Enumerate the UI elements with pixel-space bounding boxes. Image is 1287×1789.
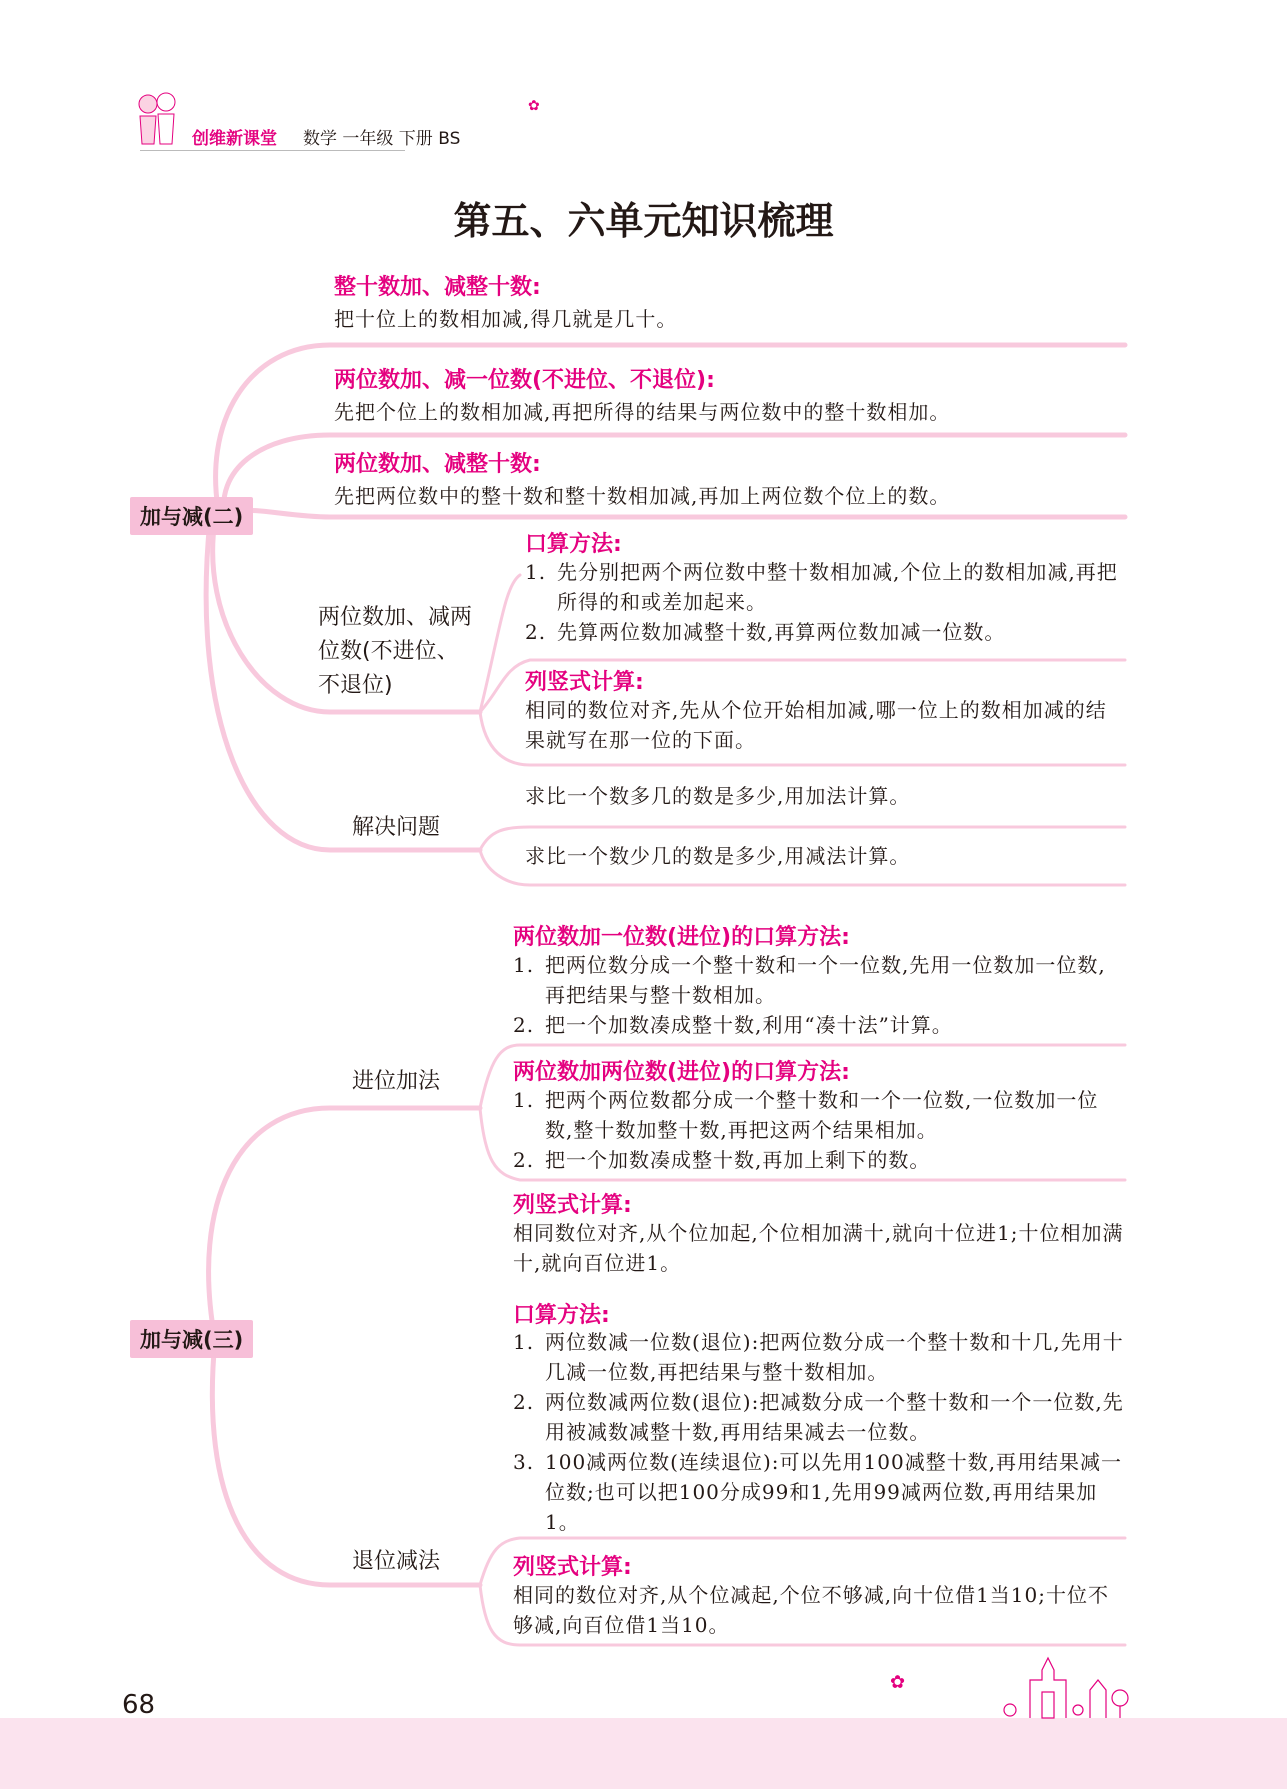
- unit1-n5-item-2: 求比一个数少几的数是多少,用减法计算。: [525, 844, 911, 868]
- unit2-borrow-label: 退位减法: [352, 1549, 441, 1574]
- list-item: 1. 把两位数分成一个整十数和一个一位数,先用一位数加一位数,再把结果与整十数相加。: [513, 953, 1106, 1007]
- header-mascot-icon: [130, 88, 182, 150]
- list-item: 1. 把两个两位数都分成一个整十数和一个一位数,一位数加一位数,整十数加整十数,再把这两个结果相加。: [513, 1088, 1099, 1142]
- list-item: 2. 两位数减两位数(退位):把减数分成一个整十数和一个一位数,先用被减数减整十数,再用结果减去一位数。: [513, 1390, 1124, 1444]
- topic-unit-5: 加与减(二): [130, 497, 253, 535]
- unit2-borrow-list: [513, 1327, 1125, 1537]
- unit2-carry-h1: 两位数加一位数(进位)的口算方法:: [513, 925, 850, 950]
- page-title: 第五、六单元知识梳理: [453, 199, 834, 243]
- header-subject: 数学 一年级 下册 BS: [303, 129, 461, 149]
- unit1-n1-heading: 整十数加、减整十数:: [334, 275, 541, 300]
- unit1-n4-oral-heading: 口算方法:: [525, 532, 622, 557]
- footer-band: [0, 1718, 1287, 1789]
- unit1-n5-label: 解决问题: [352, 815, 441, 840]
- sparkle-icon: ✿: [528, 98, 540, 114]
- unit2-carry-label: 进位加法: [352, 1069, 441, 1094]
- list-item: 3. 100减两位数(连续退位):可以先用100减整十数,再用结果减一位数;也可以把100分成99和1,先用99减两位数,再用结果加1。: [513, 1450, 1123, 1534]
- list-item: 2. 先算两位数加减整十数,再算两位数加减一位数。: [525, 620, 1006, 644]
- unit1-n4-oral-list: [525, 557, 1125, 647]
- unit2-carry-list-1: [513, 950, 1125, 1040]
- unit1-n2-heading: 两位数加、减一位数(不进位、不退位):: [334, 368, 715, 393]
- flower-icon: ✿: [890, 1672, 906, 1693]
- list-item: 1. 先分别把两个两位数中整十数相加减,个位上的数相加减,再把所得的和或差加起来。: [525, 560, 1118, 614]
- unit2-borrow-h2: 列竖式计算:: [513, 1555, 632, 1580]
- header-divider: [140, 150, 405, 151]
- unit1-n2-text: 先把个位上的数相加减,再把所得的结果与两位数中的整十数相加。: [334, 400, 951, 424]
- page-number: 68: [122, 1690, 156, 1720]
- unit2-carry-list-2: [513, 1085, 1125, 1175]
- unit1-n4-vertical-heading: 列竖式计算:: [525, 670, 644, 695]
- topic-unit-6: 加与减(三): [130, 1320, 253, 1358]
- unit1-n1-text: 把十位上的数相加减,得几就是几十。: [334, 307, 678, 331]
- unit1-n3-text: 先把两位数中的整十数和整十数相加减,再加上两位数个位上的数。: [334, 484, 951, 508]
- unit2-carry-h2: 两位数加两位数(进位)的口算方法:: [513, 1060, 850, 1085]
- unit1-n4-vertical-text: 相同的数位对齐,先从个位开始相加减,哪一位上的数相加减的结果就写在那一位的下面。: [525, 698, 1107, 752]
- unit2-carry-text3: 相同数位对齐,从个位加起,个位相加满十,就向十位进1;十位相加满十,就向百位进1。: [513, 1221, 1124, 1275]
- unit2-borrow-h1: 口算方法:: [513, 1303, 610, 1328]
- header-brand: 创维新课堂: [192, 129, 277, 149]
- unit2-carry-h3: 列竖式计算:: [513, 1193, 632, 1218]
- list-item: 2. 把一个加数凑成整十数,再加上剩下的数。: [513, 1148, 931, 1172]
- castle-icon: [990, 1650, 1160, 1720]
- list-item: 1. 两位数减一位数(退位):把两位数分成一个整十数和十几,先用十几减一位数,再把结果与整十数相加。: [513, 1330, 1124, 1384]
- unit2-borrow-text2: 相同的数位对齐,从个位减起,个位不够减,向十位借1当10;十位不够减,向百位借1当10。: [513, 1583, 1109, 1637]
- unit1-n5-item-1: 求比一个数多几的数是多少,用加法计算。: [525, 784, 911, 808]
- unit1-n4-label: 两位数加、减两 位数(不进位、 不退位): [318, 605, 473, 698]
- list-item: 2. 把一个加数凑成整十数,利用“凑十法”计算。: [513, 1013, 953, 1037]
- unit1-n3-heading: 两位数加、减整十数:: [334, 452, 541, 477]
